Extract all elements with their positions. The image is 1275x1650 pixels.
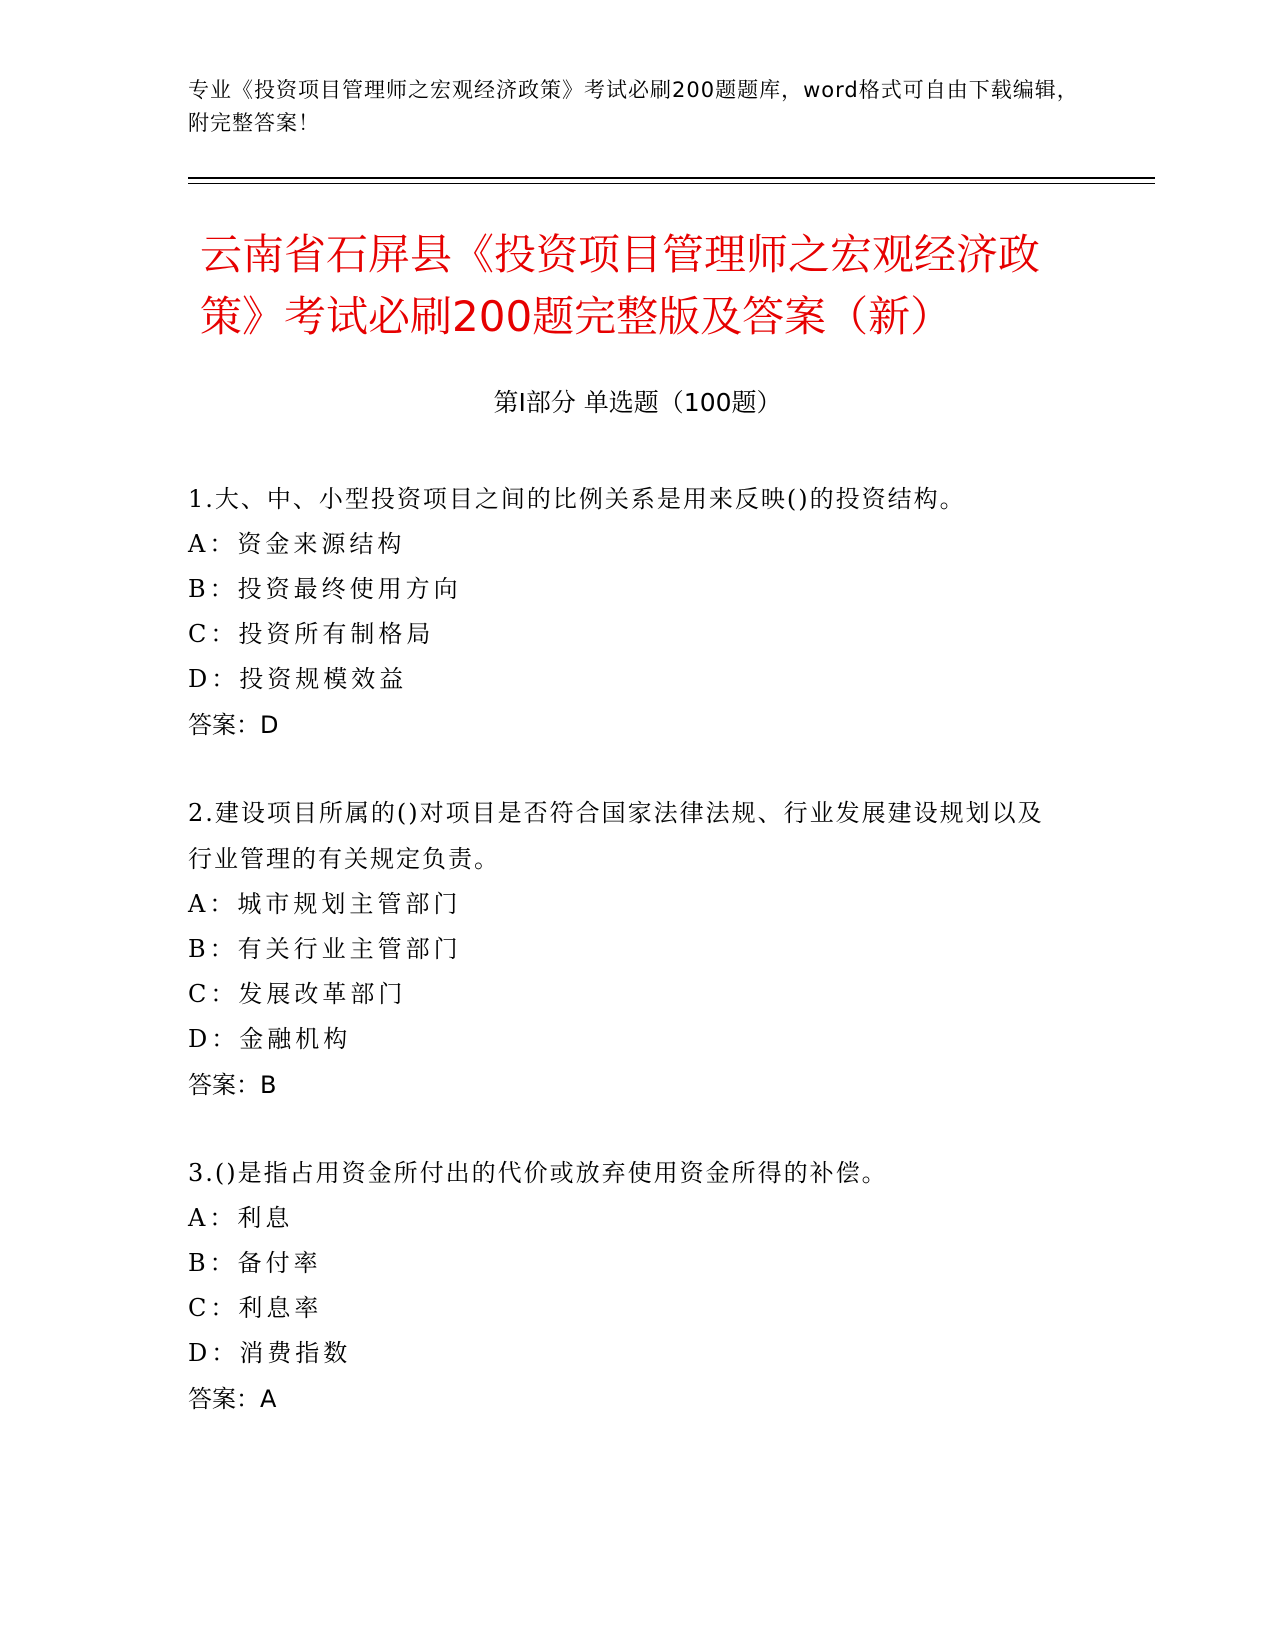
- option-c: C：发展改革部门: [188, 980, 407, 1008]
- question-1: [188, 476, 1068, 748]
- option-a: A：利息: [188, 1204, 294, 1232]
- answer: 答案：B: [188, 1071, 277, 1099]
- question-3: [188, 1150, 1068, 1422]
- question-stem: 1.大、中、小型投资项目之间的比例关系是用来反映()的投资结构。: [188, 485, 966, 513]
- option-a: A：城市规划主管部门: [188, 890, 462, 918]
- question-stem: 3.()是指占用资金所付出的代价或放弃使用资金所得的补偿。: [188, 1159, 888, 1187]
- option-d: D：消费指数: [188, 1339, 352, 1367]
- question-stem: 2.建设项目所属的()对项目是否符合国家法律法规、行业发展建设规划以及行业管理的有关规定负责。: [188, 799, 1044, 873]
- option-b: B：有关行业主管部门: [188, 935, 462, 963]
- header-rule-thin: [188, 183, 1155, 184]
- document-title: 云南省石屏县《投资项目管理师之宏观经济政策》考试必刷200题完整版及答案（新）: [200, 230, 1041, 341]
- answer: 答案：D: [188, 711, 279, 739]
- section-title: 第Ⅰ部分 单选题（100题）: [493, 388, 782, 417]
- option-c: C：利息率: [188, 1294, 323, 1322]
- option-d: D：投资规模效益: [188, 665, 408, 693]
- option-b: B：备付率: [188, 1249, 322, 1277]
- header-note: 专业《投资项目管理师之宏观经济政策》考试必刷200题题库，word格式可自由下载编辑，附完整答案！: [188, 78, 1079, 135]
- option-d: D：金融机构: [188, 1025, 352, 1053]
- option-a: A：资金来源结构: [188, 530, 406, 558]
- option-b: B：投资最终使用方向: [188, 575, 462, 603]
- option-c: C：投资所有制格局: [188, 620, 435, 648]
- header-rule: [188, 177, 1155, 179]
- question-2: [188, 790, 1068, 1108]
- answer: 答案：A: [188, 1385, 277, 1413]
- question-list: [188, 476, 1068, 1464]
